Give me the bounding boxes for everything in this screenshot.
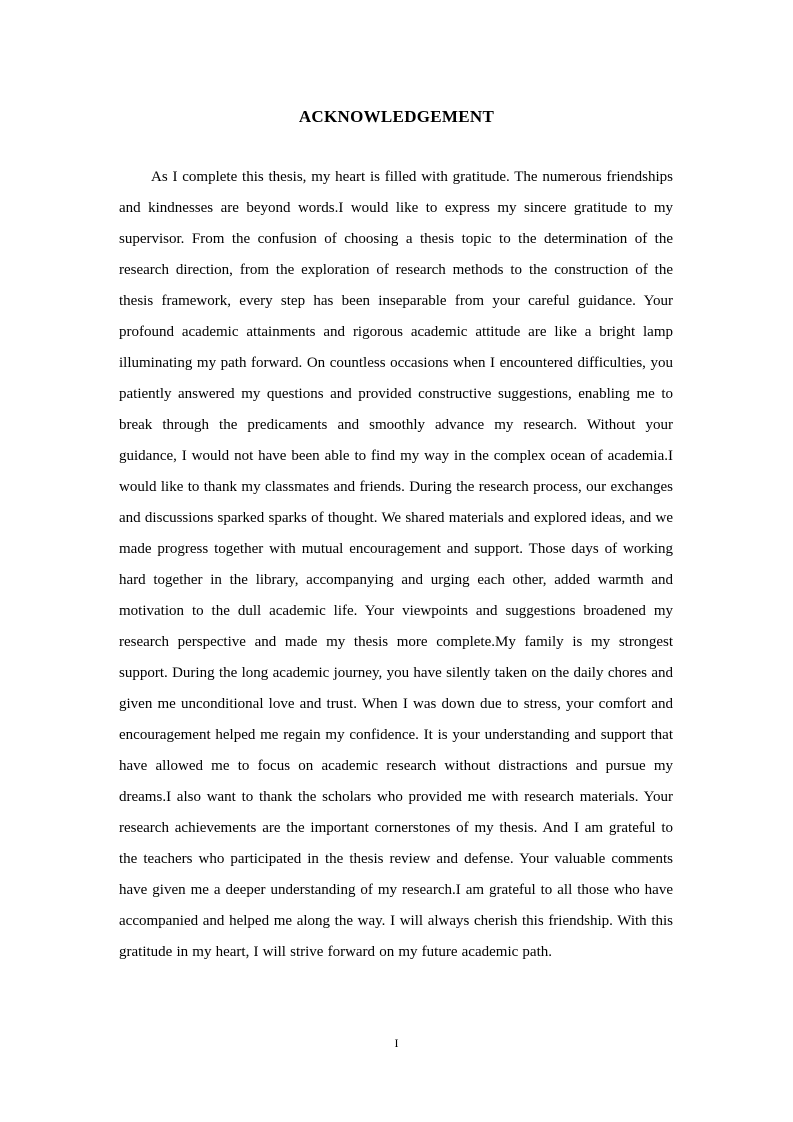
page-number: I <box>394 1036 399 1050</box>
acknowledgement-paragraph: As I complete this thesis, my heart is filled with gratitude. The numerous friendships and kindnesses are beyond words.I would like to express my sincere gratitude to my supervisor. From the confusion of choosing a thesis topic to the determination of the research direction, from the exploration of research methods to the construction of the thesis framework, every step has been inseparable from your careful guidance. Your profound academic attainments and rigorous academic attitude are like a bright lamp illuminating my path forward. On countless occasions when I encountered difficulties, you patiently answered my questions and provided constructive suggestions, enabling me to break through the predicaments and smoothly advance my research. Without your guidance, I would not have been able to find my way in the complex ocean of academia.I would like to thank my classmates and friends. During the research process, our exchanges and discussions sparked sparks of thought. We shared materials and explored ideas, and we made progress together with mutual encouragement and support. Those days of working hard together in the library, accompanying and urging each other, added warmth and motivation to the dull academic life. Your viewpoints and suggestions broadened my research perspective and made my thesis more complete.My family is my strongest support. During the long academic journey, you have silently taken on the daily chores and given me unconditional love and trust. When I was down due to stress, your comfort and encouragement helped me regain my confidence. It is your understanding and support that have allowed me to focus on academic research without distractions and pursue my dreams.I also want to thank the scholars who provided me with research materials. Your research achievements are the important cornerstones of my thesis. And I am grateful to the teachers who participated in the thesis review and defense. Your valuable comments have given me a deeper understanding of my research.I am grateful to all those who have accompanied and helped me along the way. I will always cherish this friendship. With this gratitude in my heart, I will strive forward on my future academic path. <box>119 169 673 960</box>
page-title: ACKNOWLEDGEMENT <box>298 107 495 126</box>
